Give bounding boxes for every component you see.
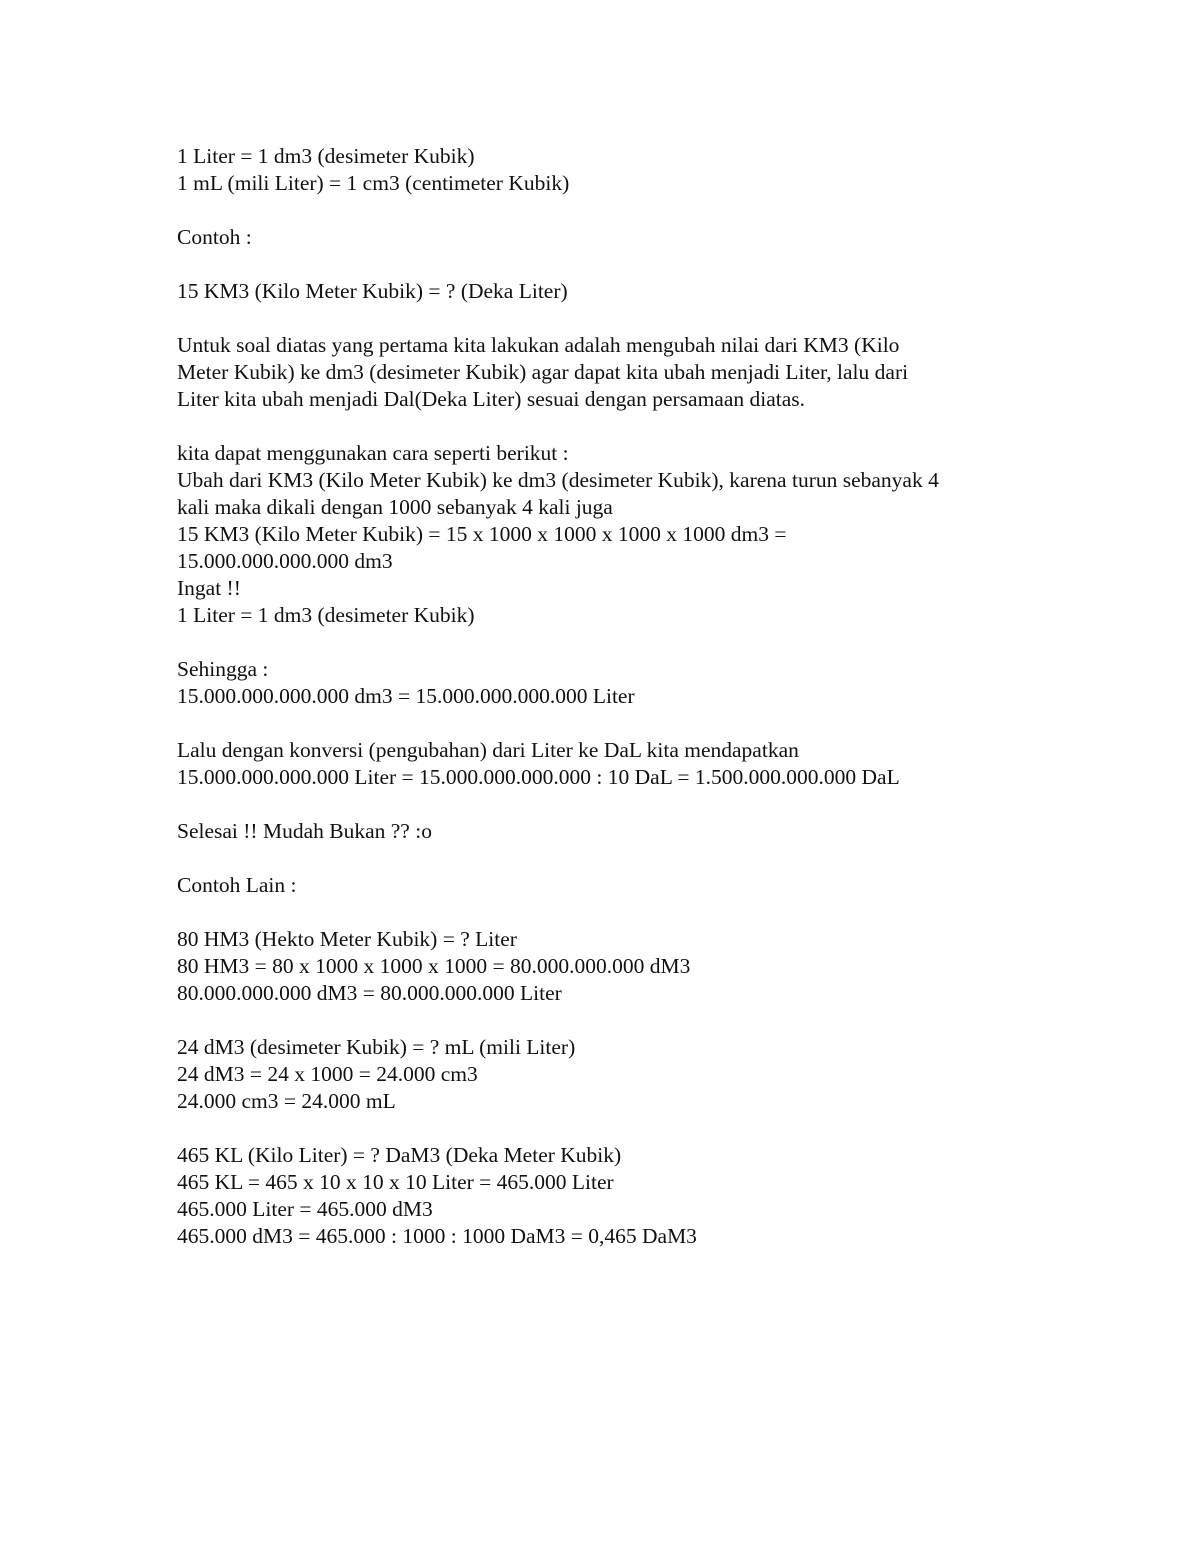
text-line: 465.000 Liter = 465.000 dM3 (177, 1197, 433, 1221)
text-line: 24 dM3 = 24 x 1000 = 24.000 cm3 (177, 1062, 478, 1086)
text-line: 15.000.000.000.000 dm3 (177, 549, 393, 573)
text-line: 24 dM3 (desimeter Kubik) = ? mL (mili Liter) (177, 1035, 576, 1059)
text-line: Sehingga : (177, 657, 269, 681)
text-line: 1 mL (mili Liter) = 1 cm3 (centimeter Kubik) (177, 171, 570, 195)
blank-line (177, 710, 1037, 737)
text-line: kali maka dikali dengan 1000 sebanyak 4 kali juga (177, 495, 613, 519)
document-body (177, 143, 1037, 1250)
blank-line (177, 791, 1037, 818)
blank-line (177, 197, 1037, 224)
text-line: 15 KM3 (Kilo Meter Kubik) = ? (Deka Liter) (177, 279, 568, 303)
text-line: Untuk soal diatas yang pertama kita lakukan adalah mengubah nilai dari KM3 (Kilo (177, 333, 900, 357)
text-line: 465 KL (Kilo Liter) = ? DaM3 (Deka Meter Kubik) (177, 1143, 622, 1167)
text-line: Ingat !! (177, 576, 241, 600)
blank-line (177, 899, 1037, 926)
text-line: Meter Kubik) ke dm3 (desimeter Kubik) agar dapat kita ubah menjadi Liter, lalu dari (177, 360, 909, 384)
blank-line (177, 1007, 1037, 1034)
blank-line (177, 305, 1037, 332)
text-line: 24.000 cm3 = 24.000 mL (177, 1089, 396, 1113)
text-line: Contoh : (177, 225, 252, 249)
text-line: Liter kita ubah menjadi Dal(Deka Liter) sesuai dengan persamaan diatas. (177, 387, 806, 411)
text-line: Selesai !! Mudah Bukan ?? :o (177, 819, 432, 843)
text-line: 80 HM3 = 80 x 1000 x 1000 x 1000 = 80.000.000.000 dM3 (177, 954, 691, 978)
text-line: 80 HM3 (Hekto Meter Kubik) = ? Liter (177, 927, 517, 951)
text-line: 15.000.000.000.000 dm3 = 15.000.000.000.000 Liter (177, 684, 635, 708)
text-line: 465 KL = 465 x 10 x 10 x 10 Liter = 465.000 Liter (177, 1170, 614, 1194)
text-line: kita dapat menggunakan cara seperti berikut : (177, 441, 569, 465)
text-line: Lalu dengan konversi (pengubahan) dari Liter ke DaL kita mendapatkan (177, 738, 799, 762)
text-line: Contoh Lain : (177, 873, 297, 897)
text-line: 1 Liter = 1 dm3 (desimeter Kubik) (177, 144, 475, 168)
blank-line (177, 845, 1037, 872)
blank-line (177, 413, 1037, 440)
text-line: 15 KM3 (Kilo Meter Kubik) = 15 x 1000 x 1000 x 1000 x 1000 dm3 = (177, 522, 787, 546)
text-line: 15.000.000.000.000 Liter = 15.000.000.000.000 : 10 DaL = 1.500.000.000.000 DaL (177, 765, 900, 789)
text-line: 1 Liter = 1 dm3 (desimeter Kubik) (177, 603, 475, 627)
text-line: 80.000.000.000 dM3 = 80.000.000.000 Liter (177, 981, 562, 1005)
blank-line (177, 1115, 1037, 1142)
text-line: 465.000 dM3 = 465.000 : 1000 : 1000 DaM3 = 0,465 DaM3 (177, 1224, 697, 1248)
blank-line (177, 251, 1037, 278)
blank-line (177, 629, 1037, 656)
text-line: Ubah dari KM3 (Kilo Meter Kubik) ke dm3 (desimeter Kubik), karena turun sebanyak 4 (177, 468, 939, 492)
